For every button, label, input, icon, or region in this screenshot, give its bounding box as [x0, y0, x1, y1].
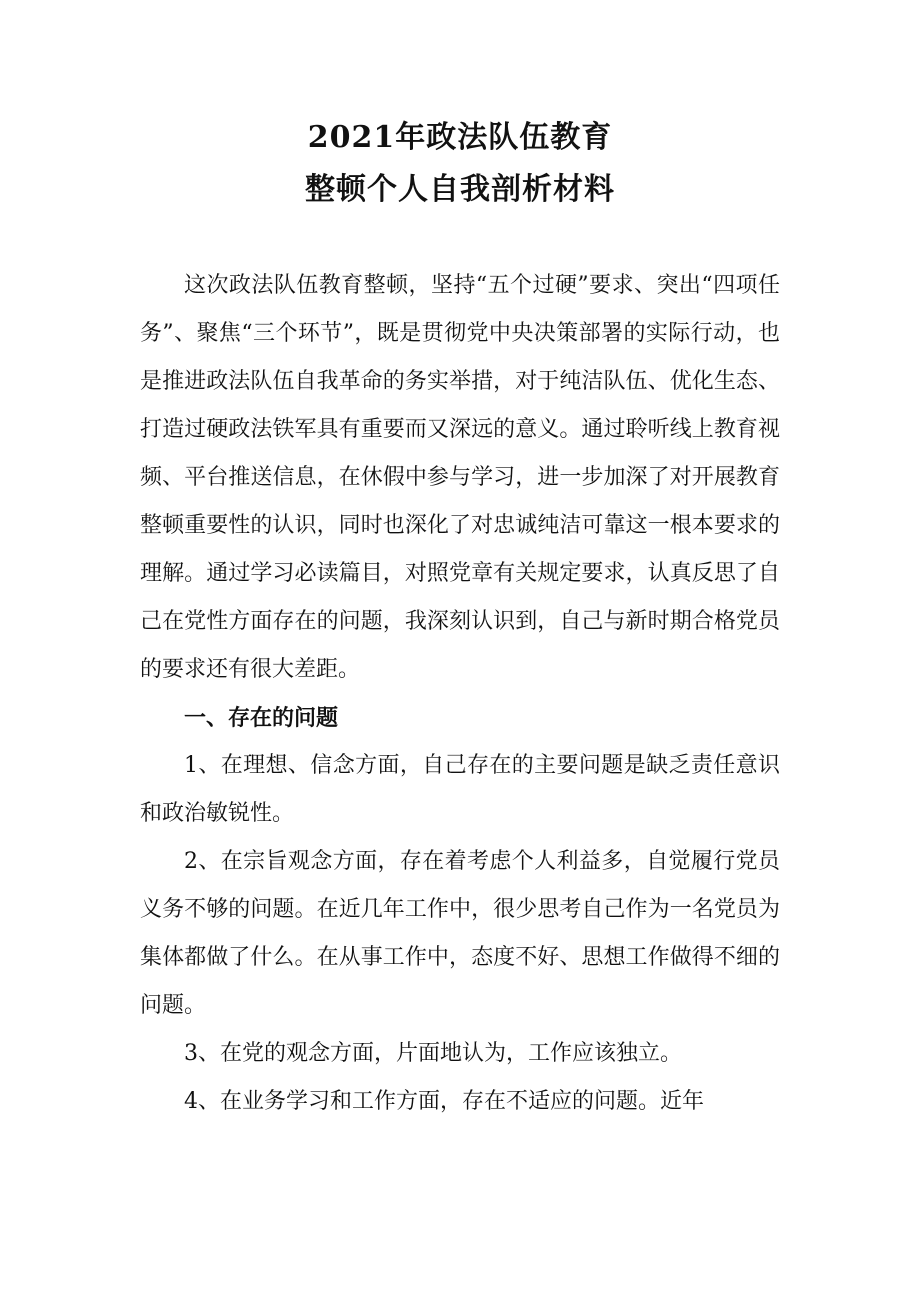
document-body	[140, 262, 780, 1126]
section-heading-problems: 一、存在的问题	[184, 705, 339, 731]
title-line-2: 整顿个人自我剖析材料	[305, 172, 615, 207]
document-title	[0, 112, 920, 216]
problem-item-4: 4、在业务学习和工作方面，存在不适应的问题。近年	[184, 1089, 704, 1114]
problem-item-2: 2、在宗旨观念方面，存在着考虑个人利益多，自觉履行党员义务不够的问题。在近几年工作中，很少思考自己作为一名党员为集体都做了什么。在从事工作中，态度不好、思想工作做得不细的问题。	[140, 849, 780, 1018]
problem-item-3: 3、在党的观念方面，片面地认为，工作应该独立。	[184, 1041, 682, 1066]
problem-item-1: 1、在理想、信念方面，自己存在的主要问题是缺乏责任意识和政治敏锐性。	[140, 753, 780, 826]
intro-paragraph: 这次政法队伍教育整顿，坚持“五个过硬”要求、突出“四项任务”、聚焦“三个环节”，既是贯彻党中央决策部署的实际行动，也是推进政法队伍自我革命的务实举措，对于纯洁队伍、优化生态、打造过硬政法铁军具有重要而又深远的意义。通过聆听线上教育视频、平台推送信息，在休假中参与学习，进一步加深了对开展教育整顿重要性的认识，同时也深化了对忠诚纯洁可靠这一根本要求的理解。通过学习必读篇目，对照党章有关规定要求，认真反思了自己在党性方面存在的问题，我深刻认识到，自己与新时期合格党员的要求还有很大差距。	[140, 273, 780, 682]
title-line-1: 2021年政法队伍教育	[307, 120, 613, 155]
